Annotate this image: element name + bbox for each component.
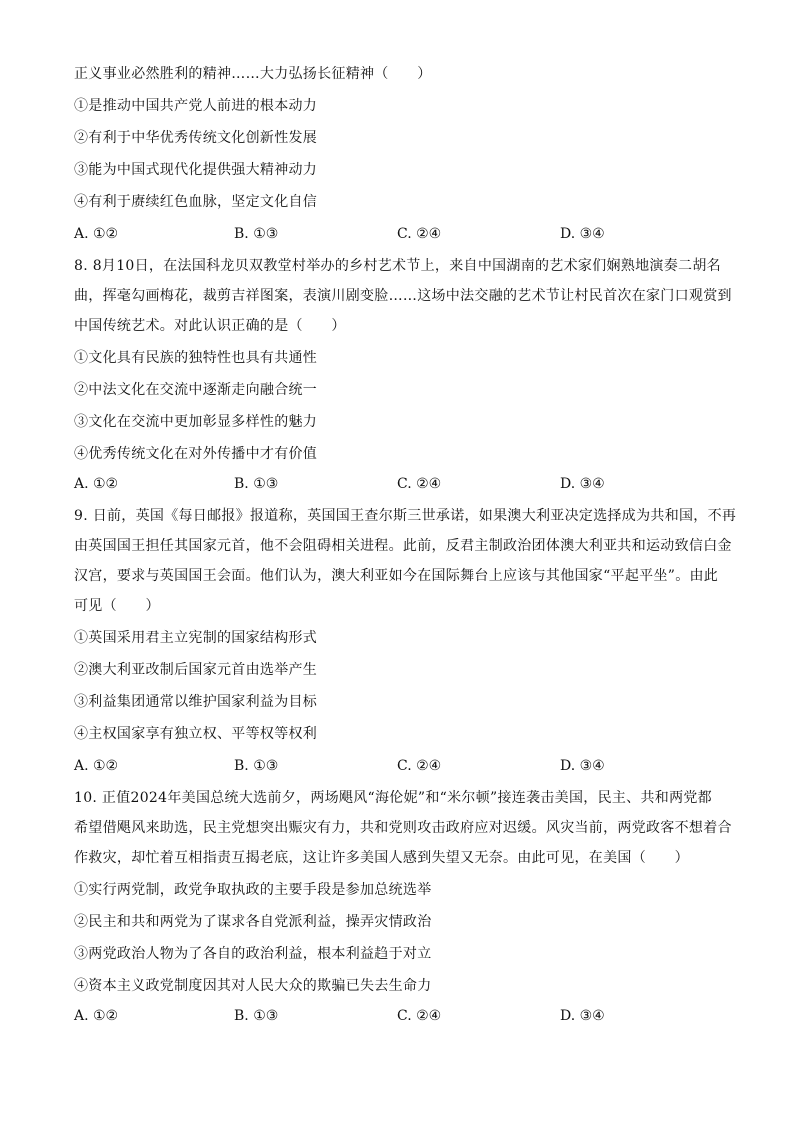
q10-option-a[interactable]: A. ①② — [74, 1008, 119, 1024]
q9-item-3: ③利益集团通常以维护国家利益为目标 — [74, 694, 318, 710]
q8-options — [74, 474, 734, 494]
q9-stem-line-4: 可见（ ） — [74, 598, 160, 614]
q8-option-c[interactable]: C. ②④ — [397, 476, 442, 492]
q7-stem-tail: 正义事业必然胜利的精神……大力弘扬长征精神（ ） — [74, 66, 432, 82]
q10-stem-line-3: 作救灾，却忙着互相指责互揭老底，这让许多美国人感到失望又无奈。由此可见，在美国（ ） — [74, 850, 689, 866]
q10-item-2: ②民主和共和两党为了谋求各自党派利益，操弄灾情政治 — [74, 914, 432, 930]
q7-item-3: ③能为中国式现代化提供强大精神动力 — [74, 162, 318, 178]
q9-option-d[interactable]: D. ③④ — [560, 758, 605, 774]
q10-item-4: ④资本主义政党制度因其对人民大众的欺骗已失去生命力 — [74, 978, 432, 994]
q8-item-4: ④优秀传统文化在对外传播中才有价值 — [74, 446, 318, 462]
q7-option-c[interactable]: C. ②④ — [397, 226, 442, 242]
q7-options — [74, 224, 734, 244]
q9-option-c[interactable]: C. ②④ — [397, 758, 442, 774]
q9-item-1: ①英国采用君主立宪制的国家结构形式 — [74, 630, 318, 646]
q10-option-d[interactable]: D. ③④ — [560, 1008, 605, 1024]
q8-option-d[interactable]: D. ③④ — [560, 476, 605, 492]
q9-stem-line-2: 由英国国王担任其国家元首，他不会阻碍相关进程。此前，反君主制政治团体澳大利亚共和运动致信白金 — [74, 538, 732, 554]
q8-stem-line-1: 8. 8月10日，在法国科龙贝双教堂村举办的乡村艺术节上，来自中国湖南的艺术家们娴熟地演奏二胡名 — [74, 258, 721, 274]
q8-item-1: ①文化具有民族的独特性也具有共通性 — [74, 350, 318, 366]
q9-option-b[interactable]: B. ①③ — [234, 758, 279, 774]
q7-option-b[interactable]: B. ①③ — [234, 226, 279, 242]
q10-stem-line-2: 希望借飓风来助选，民主党想突出赈灾有力，共和党则攻击政府应对迟缓。风灾当前，两党政客不想着合 — [74, 820, 732, 836]
q9-options — [74, 756, 734, 776]
q8-option-a[interactable]: A. ①② — [74, 476, 119, 492]
q9-item-4: ④主权国家享有独立权、平等权等权利 — [74, 726, 318, 742]
q10-option-c[interactable]: C. ②④ — [397, 1008, 442, 1024]
q10-stem-line-1: 10. 正值2024年美国总统大选前夕，两场飓风“海伦妮”和“米尔顿”接连袭击美国，民主、共和两党都 — [74, 790, 712, 806]
q8-item-2: ②中法文化在交流中逐渐走向融合统一 — [74, 382, 318, 398]
q10-item-3: ③两党政治人物为了各自的政治利益，根本利益趋于对立 — [74, 946, 432, 962]
q7-item-1: ①是推动中国共产党人前进的根本动力 — [74, 98, 318, 114]
q10-options — [74, 1006, 734, 1026]
q7-item-2: ②有利于中华优秀传统文化创新性发展 — [74, 130, 318, 146]
q9-item-2: ②澳大利亚改制后国家元首由选举产生 — [74, 662, 318, 678]
q9-stem-line-1: 9. 日前，英国《每日邮报》报道称，英国国王查尔斯三世承诺，如果澳大利亚决定选择成为共和国，不再 — [74, 508, 737, 524]
q9-stem-line-3: 汉宫，要求与英国国王会面。他们认为，澳大利亚如今在国际舞台上应该与其他国家“平起平坐”。由此 — [74, 568, 719, 584]
q8-stem-line-2: 曲，挥毫勾画梅花，裁剪吉祥图案，表演川剧变脸……这场中法交融的艺术节让村民首次在家门口观赏到 — [74, 288, 732, 304]
q7-item-4: ④有利于赓续红色血脉，坚定文化自信 — [74, 194, 318, 210]
q8-item-3: ③文化在交流中更加彰显多样性的魅力 — [74, 414, 318, 430]
q10-item-1: ①实行两党制，政党争取执政的主要手段是参加总统选举 — [74, 882, 432, 898]
q8-stem-line-3: 中国传统艺术。对此认识正确的是（ ） — [74, 318, 346, 334]
q9-option-a[interactable]: A. ①② — [74, 758, 119, 774]
q10-option-b[interactable]: B. ①③ — [234, 1008, 279, 1024]
q7-option-a[interactable]: A. ①② — [74, 226, 119, 242]
q7-option-d[interactable]: D. ③④ — [560, 226, 605, 242]
q8-option-b[interactable]: B. ①③ — [234, 476, 279, 492]
